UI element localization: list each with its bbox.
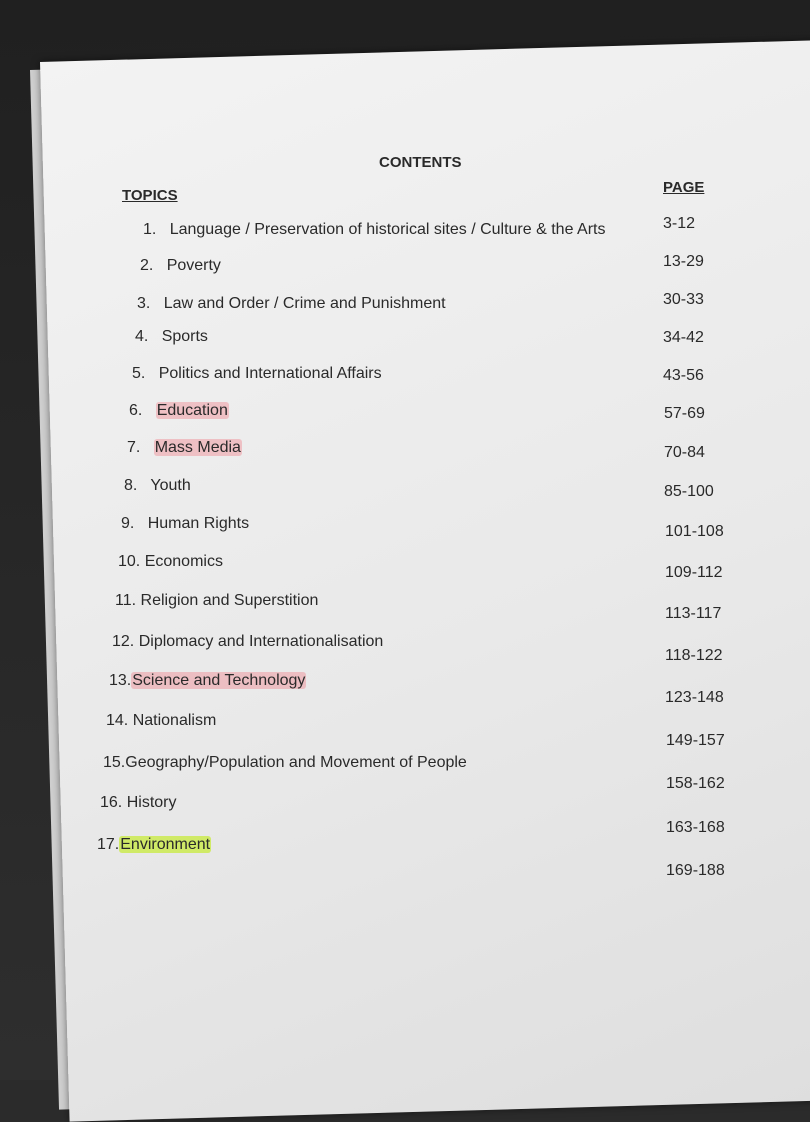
entry-number: 11. [115,592,137,609]
entry-number: 17. [97,836,120,853]
toc-entry [140,257,221,275]
entry-title-highlighted: Science and Technology [132,672,306,689]
entry-title: Sports [161,328,208,345]
entry-title: Nationalism [132,712,217,729]
entry-pages: 169-188 [666,862,725,879]
entry-pages: 13-29 [663,253,704,270]
entry-title: Religion and Superstition [140,592,319,609]
entry-number: 3. [137,295,151,312]
toc-entry [127,439,242,457]
entry-number: 9. [121,515,135,532]
entry-pages: 163-168 [666,819,725,836]
page-title: CONTENTS [379,154,462,171]
entry-title: History [126,794,177,811]
entry-title: Language / Preservation of historical sites / Culture & the Arts [169,221,606,238]
entry-pages: 57-69 [664,405,705,422]
entry-pages: 123-148 [665,689,724,706]
entry-number: 16. [100,794,123,811]
entry-title: Politics and International Affairs [158,365,382,382]
entry-pages: 118-122 [665,647,723,664]
entry-pages: 109-112 [665,564,723,581]
page-header: PAGE [663,179,705,196]
entry-pages: 3-12 [663,215,696,232]
entry-number: 13. [109,672,132,689]
toc-entry [118,553,223,571]
entry-number: 14. [106,712,129,729]
entry-title: Economics [144,553,223,570]
entry-title: Geography/Population and Movement of People [125,754,467,771]
entry-pages: 70-84 [664,444,705,461]
entry-title: Diplomacy and Internationalisation [138,633,384,650]
entry-number: 8. [124,477,138,494]
toc-entry [109,672,306,690]
entry-title-highlighted: Mass Media [154,439,241,456]
toc-entry [121,515,249,533]
toc-entry [106,712,216,730]
entry-title: Youth [150,477,191,494]
entry-number: 7. [127,439,141,456]
toc-entry [115,592,318,610]
entry-pages: 149-157 [666,732,725,749]
entry-number: 5. [132,365,146,382]
entry-pages: 158-162 [666,775,725,792]
entry-number: 2. [140,257,154,274]
topics-header: TOPICS [122,187,178,204]
entry-number: 12. [112,633,135,650]
toc-entry [97,836,211,854]
toc-entry [112,633,383,651]
entry-pages: 113-117 [665,605,722,622]
toc-entry [135,328,208,346]
toc-entry [100,794,176,812]
toc-entry [143,221,605,239]
entry-pages: 43-56 [663,367,704,384]
entry-title: Human Rights [147,515,250,532]
entry-title-highlighted: Education [156,402,228,419]
entry-title: Poverty [166,257,221,274]
entry-number: 4. [135,328,149,345]
entry-number: 1. [143,221,157,238]
toc-entry [124,477,191,495]
entry-number: 6. [129,402,143,419]
toc-entry [132,365,382,383]
toc-entry [129,402,229,420]
entry-pages: 30-33 [663,291,704,308]
entry-number: 15. [103,754,126,771]
entry-pages: 34-42 [663,329,704,346]
entry-title-highlighted: Environment [120,836,211,853]
toc-entry [137,295,446,313]
entry-pages: 85-100 [664,483,714,500]
toc-entry [103,754,467,772]
entry-number: 10. [118,553,141,570]
entry-pages: 101-108 [665,523,724,540]
entry-title: Law and Order / Crime and Punishment [163,295,446,312]
